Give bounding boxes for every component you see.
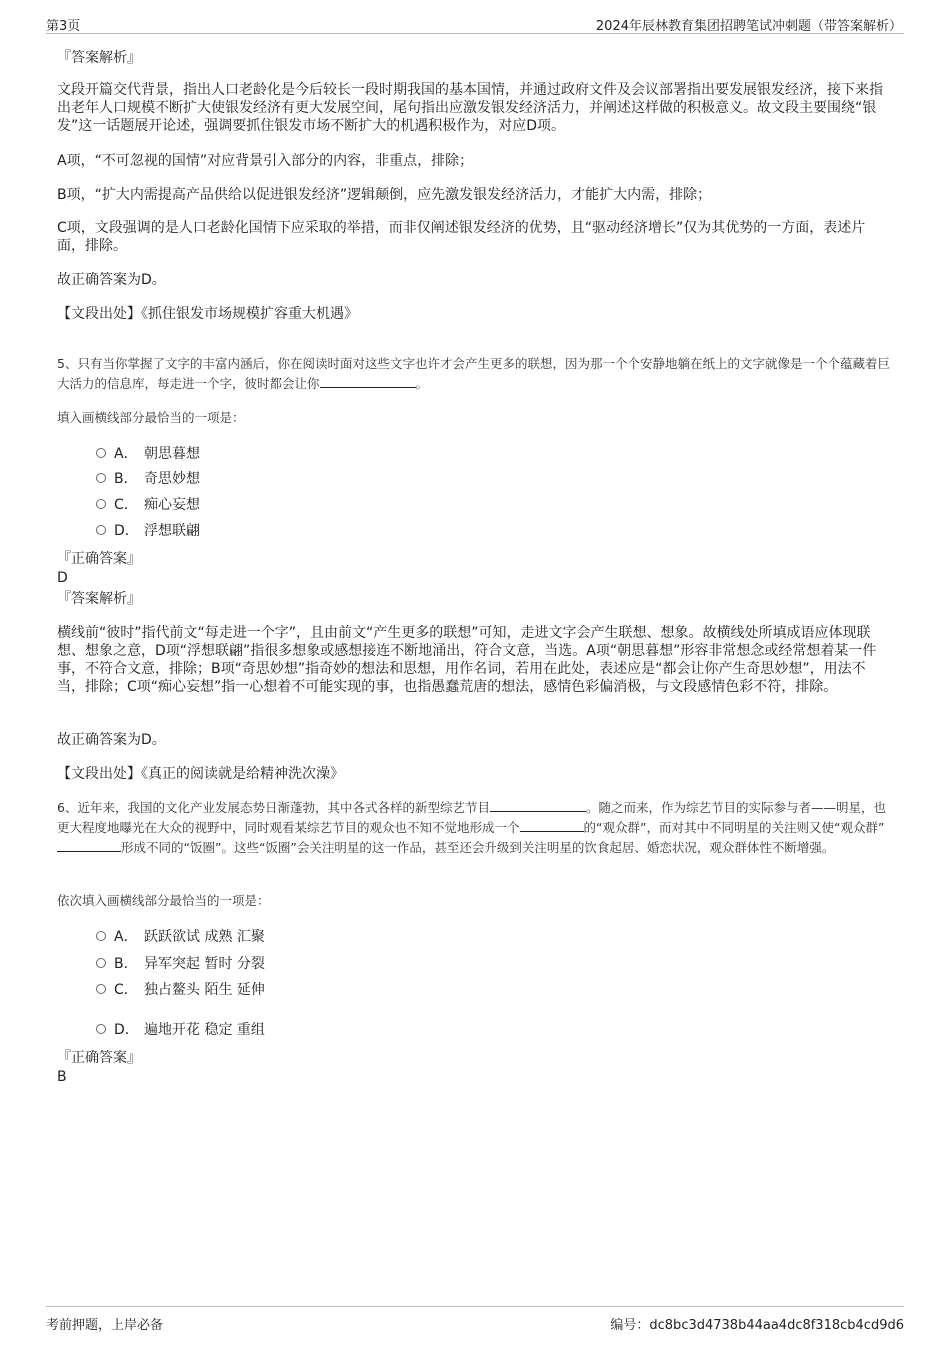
q5-stem-text: 5、只有当你掌握了文字的丰富内涵后，你在阅读时面对这些文字也许才会产生更多的联想，因为那一个个安静地躺在纸上的文字就像是一个个蕴藏着巨大活力的信息库，每走进一个字，彼时都会让你: [57, 356, 890, 391]
page-footer: [46, 1306, 904, 1333]
option-text: 浮想联翩: [144, 523, 200, 539]
q6-correct-answer: B: [57, 1069, 67, 1085]
q5-correct-answer: D: [57, 570, 68, 586]
q6-stem-part: 6、近年来，我国的文化产业发展态势日渐蓬勃，其中各式各样的新型综艺节目: [57, 800, 490, 815]
radio-icon[interactable]: [96, 984, 106, 994]
q5-analysis: 横线前“彼时”指代前文“每走进一个字”，且由前文“产生更多的联想”可知，走进文字会产生联想、想象。故横线处所填成语应体现联想、想象之意，D项“浮想联翩”指很多想象或感想接连不断地涌出，符合文意，当选。A项“朝思暮想”形容非常想念或经常想着某一件事，不符合文意，排除；B项“奇思妙想”指奇妙的想法和思想，用作名词，若用在此处，表述应是“都会让你产生奇思妙想”，用法不当，排除；C项“痴心妄想”指一心想着不可能实现的事，也指愚蠢荒唐的想法，感情色彩偏消极，与文段感情色彩不符，排除。: [57, 625, 877, 695]
option-text: 异军突起 暂时 分裂: [144, 956, 265, 972]
q6-blank-1: [490, 799, 586, 812]
q6-stem-part: 的“观众群”，而对其中不同明星的关注则又使“观众群”: [583, 820, 885, 835]
q6-option-a[interactable]: [96, 928, 265, 946]
code-value: dc8bc3d4738b44aa4dc8f318cb4cd9d6: [649, 1318, 904, 1333]
radio-icon[interactable]: [96, 448, 106, 458]
q6-stem-part: 。随之而来，作为综艺节目的实际参与者——明星，也更大程度地曝光在大众的视野中，同时观看某综艺节目的观众也不知不觉地形成一个: [57, 800, 886, 835]
option-text: 奇思妙想: [144, 471, 200, 487]
q6-option-d[interactable]: [96, 1021, 265, 1039]
q5-option-d[interactable]: [96, 522, 200, 540]
radio-icon[interactable]: [96, 1024, 106, 1034]
option-letter: D．: [114, 1022, 139, 1038]
document-title: 2024年辰林教育集团招聘笔试冲刺题（带答案解析）: [595, 19, 902, 34]
radio-icon[interactable]: [96, 473, 106, 483]
q6-option-b[interactable]: [96, 955, 265, 973]
option-letter: B．: [114, 956, 138, 972]
option-letter: B．: [114, 471, 138, 487]
q6-stem-part: 形成不同的“饭圈”。这些“饭圈”会关注明星的这一作品，甚至还会升级到关注明星的饮食起居、婚恋状况，观众群体性不断增强。: [121, 840, 835, 855]
q4-option-a-analysis: A项，“不可忽视的国情”对应背景引入部分的内容，非重点，排除；: [57, 153, 474, 169]
radio-icon[interactable]: [96, 499, 106, 509]
document-code: [610, 1314, 904, 1333]
q5-analysis-label: 『答案解析』: [57, 591, 141, 607]
q5-option-a[interactable]: [96, 445, 200, 463]
page-header: [46, 13, 904, 34]
option-letter: A．: [114, 929, 138, 945]
code-label: 编号：: [610, 1318, 650, 1333]
q6-stem: [57, 798, 891, 858]
option-letter: C．: [114, 497, 138, 513]
radio-icon[interactable]: [96, 958, 106, 968]
q5-option-b[interactable]: [96, 470, 200, 488]
q4-source: 【文段出处】《抓住银发市场规模扩容重大机遇》: [57, 306, 358, 322]
option-text: 跃跃欲试 成熟 汇聚: [144, 929, 265, 945]
option-letter: A．: [114, 446, 138, 462]
q6-correct-label: 『正确答案』: [57, 1050, 141, 1066]
option-letter: C．: [114, 982, 138, 998]
q5-stem: [57, 354, 891, 394]
radio-icon[interactable]: [96, 931, 106, 941]
q5-stem-end: 。: [415, 376, 429, 391]
q6-blank-2: [520, 819, 584, 832]
q4-analysis-label: 『答案解析』: [57, 50, 141, 66]
option-text: 遍地开花 稳定 重组: [144, 1022, 265, 1038]
q5-blank: [320, 375, 416, 388]
q4-option-b-analysis: B项，“扩大内需提高产品供给以促进银发经济”逻辑颠倒，应先激发银发经济活力，才能扩大内需，排除；: [57, 187, 712, 203]
option-text: 朝思暮想: [144, 446, 200, 462]
q5-conclusion: 故正确答案为D。: [57, 732, 166, 748]
q5-prompt: 填入画横线部分最恰当的一项是：: [57, 410, 245, 425]
q5-option-c[interactable]: [96, 496, 200, 514]
q6-option-c[interactable]: [96, 981, 265, 999]
q5-correct-label: 『正确答案』: [57, 551, 141, 567]
q5-source: 【文段出处】《真正的阅读就是给精神洗次澡》: [57, 766, 344, 782]
q6-blank-3: [57, 839, 121, 852]
q6-prompt: 依次填入画横线部分最恰当的一项是：: [57, 893, 270, 908]
footer-slogan: 考前押题，上岸必备: [46, 1318, 164, 1333]
option-text: 痴心妄想: [144, 497, 200, 513]
q4-option-c-analysis: C项，文段强调的是人口老龄化国情下应采取的举措，而非仅阐述银发经济的优势，且“驱动经济增长”仅为其优势的一方面，表述片面，排除。: [57, 220, 866, 254]
option-text: 独占鳌头 陌生 延伸: [144, 982, 265, 998]
page-number: 第3页: [46, 19, 81, 34]
q4-conclusion: 故正确答案为D。: [57, 272, 166, 288]
radio-icon[interactable]: [96, 525, 106, 535]
q4-analysis-paragraph: 文段开篇交代背景，指出人口老龄化是今后较长一段时期我国的基本国情，并通过政府文件及会议部署指出要发展银发经济，接下来指出老年人口规模不断扩大使银发经济有更大发展空间，尾句指出应激发银发经济活力，并阐述这样做的积极意义。故文段主要围绕“银发”这一话题展开论述，强调要抓住银发市场不断扩大的机遇积极作为，对应D项。: [57, 82, 883, 134]
option-letter: D．: [114, 523, 139, 539]
